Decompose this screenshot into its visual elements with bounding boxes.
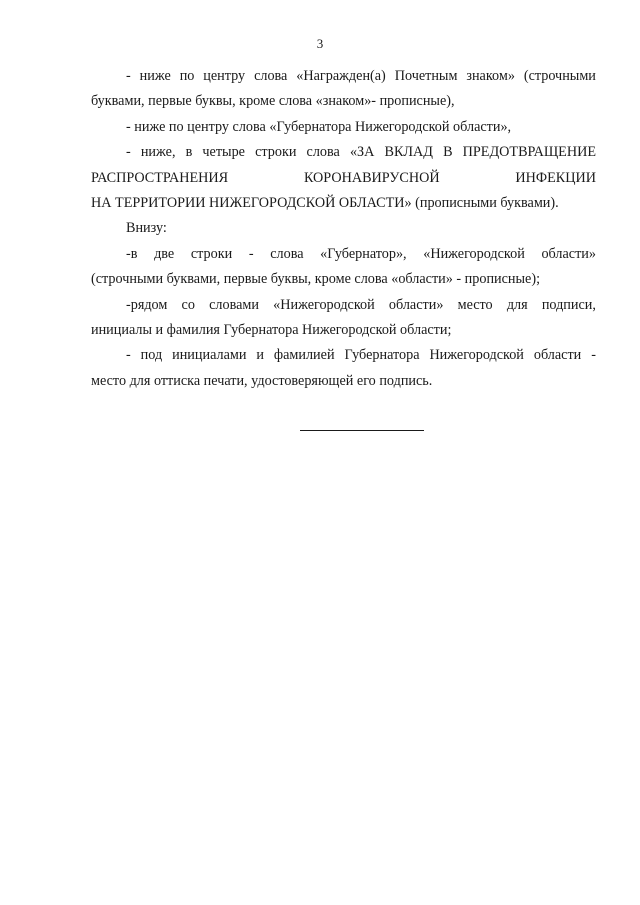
word: под: [140, 347, 163, 364]
text-line: место для оттиска печати, удостоверяющей его подпись.: [91, 372, 433, 389]
section-label: Внизу:: [126, 220, 167, 237]
word: «Нижегородской: [423, 245, 525, 262]
paragraph-4: [91, 216, 596, 241]
word: «Нижегородской: [273, 296, 375, 313]
word: РАСПРОСТРАНЕНИЯ: [91, 169, 229, 186]
justified-line: [91, 166, 596, 191]
word: слова: [270, 245, 304, 262]
word: области»: [388, 296, 444, 313]
word: Нижегородской: [429, 347, 524, 364]
word: КОРОНАВИРУСНОЙ: [303, 169, 440, 186]
word: со: [181, 296, 195, 313]
word: по: [179, 68, 195, 84]
word: ПРЕДОТВРАЩЕНИЕ: [462, 144, 596, 161]
word: четыре: [202, 144, 245, 161]
paragraph-7: [91, 343, 596, 394]
closing-separator-line: [300, 430, 424, 431]
paragraph-6: [91, 293, 596, 344]
word: строки: [190, 245, 233, 262]
word: слова: [306, 144, 340, 161]
word: и: [256, 347, 264, 364]
word: «ЗА: [349, 144, 375, 161]
text-line: НА ТЕРРИТОРИИ НИЖЕГОРОДСКОЙ ОБЛАСТИ» (прописными буквами).: [91, 195, 559, 212]
text-line: - ниже по центру слова «Губернатора Нижегородской области»,: [126, 118, 512, 135]
document-body: [91, 64, 596, 394]
word: строки: [255, 144, 297, 161]
word: -: [591, 347, 596, 364]
justified-line: [91, 293, 596, 318]
paragraph-2: [91, 115, 596, 140]
word: ниже,: [140, 144, 176, 161]
justified-line: [91, 242, 596, 267]
text-line: буквами, первые буквы, кроме слова «знаком»- прописные),: [91, 93, 455, 110]
word: знаком»: [466, 68, 515, 84]
word: подписи,: [541, 296, 596, 313]
word: «Награжден(а): [296, 68, 386, 84]
word: ИНФЕКЦИИ: [515, 169, 596, 186]
justified-line: [91, 64, 596, 89]
word: В: [443, 144, 453, 161]
word: области: [533, 347, 582, 364]
word: области»: [541, 245, 596, 262]
word: -: [126, 347, 131, 364]
word: -: [126, 68, 131, 84]
word: Почетным: [394, 68, 458, 84]
word: -рядом: [126, 296, 168, 313]
word: слова: [254, 68, 288, 84]
word: Губернатора: [344, 347, 420, 364]
word: ниже: [139, 68, 171, 84]
paragraph-1: [91, 64, 596, 115]
word: -: [126, 144, 131, 161]
word: для: [506, 296, 528, 313]
word: центру: [203, 68, 246, 84]
word: словами: [209, 296, 259, 313]
word: в: [185, 144, 193, 161]
word: «Губернатор»,: [320, 245, 407, 262]
word: фамилией: [273, 347, 335, 364]
word: место: [457, 296, 493, 313]
word: (строчными: [523, 68, 596, 84]
text-line: (строчными буквами, первые буквы, кроме слова «области» - прописные);: [91, 271, 541, 288]
justified-line: [91, 343, 596, 368]
word: инициалами: [172, 347, 247, 364]
paragraph-5: [91, 242, 596, 293]
word: ВКЛАД: [384, 144, 433, 161]
word: -: [248, 245, 254, 262]
paragraph-3: [91, 140, 596, 216]
text-line: инициалы и фамилия Губернатора Нижегородской области;: [91, 322, 452, 339]
justified-line: [91, 140, 596, 165]
word: две: [154, 245, 175, 262]
page-number: 3: [316, 36, 324, 51]
word: -в: [126, 245, 138, 262]
